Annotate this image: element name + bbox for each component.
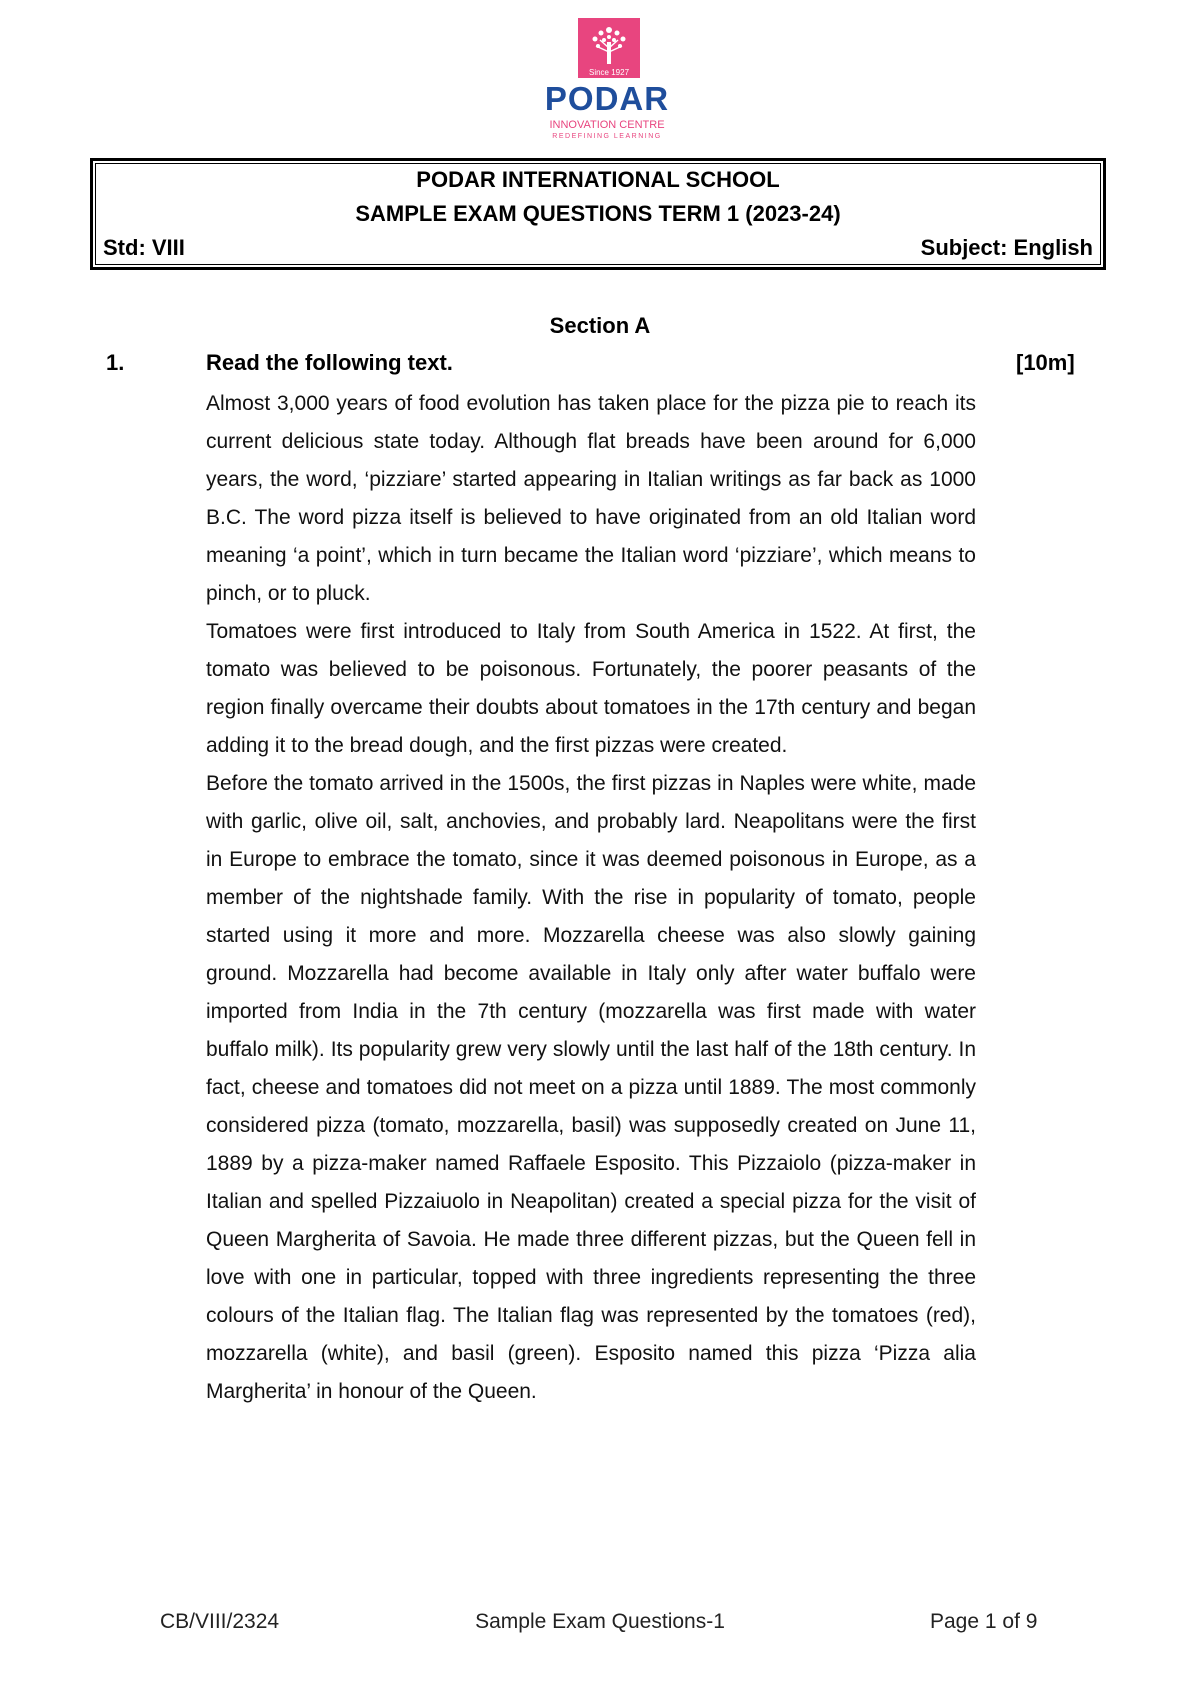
- tree-emblem-icon: [578, 18, 640, 78]
- logo-tagline: REDEFINING LEARNING: [552, 133, 662, 140]
- exam-header-box: [90, 158, 1106, 270]
- passage-paragraph: Almost 3,000 years of food evolution has taken place for the pizza pie to reach its current delicious state today. Although flat breads have been around for 6,000 years, the word, ‘pizziare’ started appearing in Italian writings as far back as 1000 B.C. The word pizza itself is believed to have originated from an old Italian word meaning ‘a point’, which in turn became the Italian word ‘pizziare’, which means to pinch, or to pluck.: [206, 392, 976, 605]
- footer-page-number: Page 1 of 9: [930, 1610, 1038, 1633]
- logo-brand-name: PODAR: [544, 80, 670, 117]
- exam-title: SAMPLE EXAM QUESTIONS TERM 1 (2023-24): [355, 201, 841, 226]
- question-marks: [10m]: [1016, 350, 1075, 375]
- section-title: Section A: [549, 313, 651, 338]
- question-instruction: Read the following text.: [206, 350, 453, 375]
- question-number: 1.: [106, 350, 125, 375]
- logo-subtitle: INNOVATION CENTRE: [549, 119, 665, 131]
- svg-text:Since 1927: Since 1927: [588, 68, 630, 77]
- school-logo: [532, 18, 682, 164]
- subject-label: Subject: English: [920, 235, 1093, 260]
- school-name: PODAR INTERNATIONAL SCHOOL: [416, 167, 780, 192]
- standard-label: Std: VIII: [103, 235, 185, 260]
- passage-paragraph: Before the tomato arrived in the 1500s, the first pizzas in Naples were white, made with garlic, olive oil, salt, anchovies, and probably lard. Neapolitans were the first in Europe to embrace the tomato, since it was deemed poisonous in Europe, as a member of the nightshade family. With the rise in popularity of tomato, people started using it more and more. Mozzarella cheese was also slowly gaining ground. Mozzarella had become available in Italy only after water buffalo were imported from India in the 7th century (mozzarella was first made with water buffalo milk). Its popularity grew very slowly until the last half of the 18th century. In fact, cheese and tomatoes did not meet on a pizza until 1889. The most commonly considered pizza (tomato, mozzarella, basil) was supposedly created on June 11, 1889 by a pizza-maker named Raffaele Esposito. This Pizzaiolo (pizza-maker in Italian and spelled Pizzaiuolo in Neapolitan) created a special pizza for the visit of Queen Margherita of Savoia. He made three different pizzas, but the Queen fell in love with one in particular, topped with three ingredients representing the three colours of the Italian flag. The Italian flag was represented by the tomatoes (red), mozzarella (white), and basil (green). Esposito named this pizza ‘Pizza alia Margherita’ in honour of the Queen.: [206, 772, 976, 1403]
- footer-title: Sample Exam Questions-1: [475, 1610, 725, 1633]
- footer-code: CB/VIII/2324: [160, 1610, 280, 1633]
- reading-passage: [206, 385, 976, 1411]
- passage-paragraph: Tomatoes were first introduced to Italy from South America in 1522. At first, the tomato was believed to be poisonous. Fortunately, the poorer peasants of the region finally overcame their doubts about tomatoes in the 17th century and began adding it to the bread dough, and the first pizzas were created.: [206, 620, 976, 757]
